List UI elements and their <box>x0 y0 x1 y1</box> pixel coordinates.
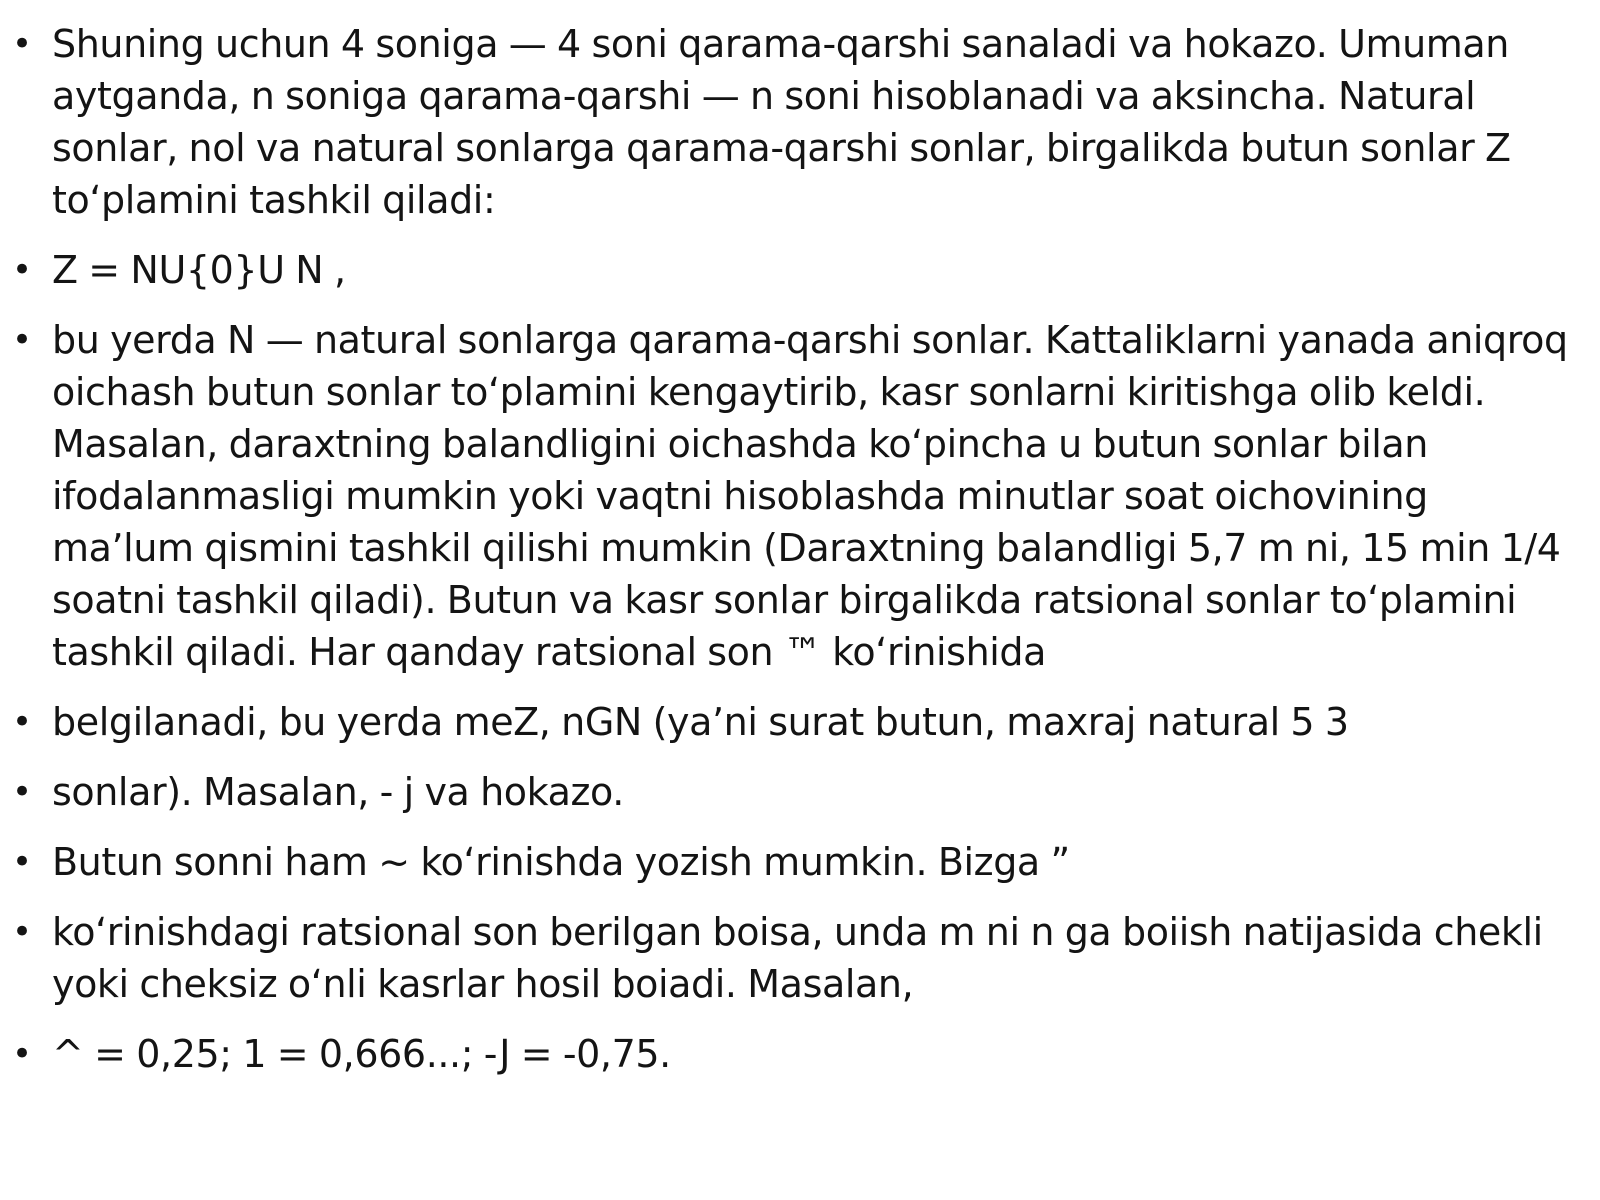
bullet-item-3 <box>12 314 1580 678</box>
paragraph-text: belgilanadi, bu yerda meZ, nGN (ya’ni surat butun, maxraj natural 5 3 <box>52 700 1349 744</box>
bullet-marker: • <box>12 24 32 64</box>
bullet-marker: • <box>12 772 32 812</box>
bullet-item-1 <box>12 18 1580 226</box>
bullet-list <box>12 18 1580 1080</box>
paragraph-text: Z = NU{0}U N , <box>52 248 346 292</box>
bullet-marker: • <box>12 702 32 742</box>
bullet-item-8 <box>12 1028 1580 1080</box>
paragraph-text: sonlar). Masalan, - j va hokazo. <box>52 770 624 814</box>
bullet-item-6 <box>12 836 1580 888</box>
paragraph-text: ^ = 0,25; 1 = 0,666...; -J = -0,75. <box>52 1032 671 1076</box>
paragraph-text: Butun sonni ham ~ ko‘rinishda yozish mumkin. Bizga ” <box>52 840 1070 884</box>
paragraph-text: ko‘rinishdagi ratsional son berilgan boisa, unda m ni n ga boiish natijasida chekli yoki cheksiz o‘nli kasrlar hosil boiadi. Masalan, <box>52 910 1543 1006</box>
bullet-marker: • <box>12 250 32 290</box>
paragraph-text: bu yerda N — natural sonlarga qarama-qarshi sonlar. Kattaliklarni yanada aniqroq oichash butun sonlar to‘plamini kengaytirib, kasr sonlarni kiritishga olib keldi. Masalan, daraxtning balandligini oichashda ko‘pincha u butun sonlar bilan ifodalanmasligi mumkin yoki vaqtni hisoblashda minutlar soat oichovining ma’lum qismini tashkil qilishi mumkin (Daraxtning balandligi 5,7 m ni, 15 min 1/4 soatni tashkil qiladi). Butun va kasr sonlar birgalikda ratsional sonlar to‘plamini tashkil qiladi. Har qanday ratsional son ™ ko‘rinishida <box>52 318 1568 674</box>
paragraph-text: Shuning uchun 4 soniga — 4 soni qarama-qarshi sanaladi va hokazo. Umuman aytganda, n soniga qarama-qarshi — n soni hisoblanadi va aksincha. Natural sonlar, nol va natural sonlarga qarama-qarshi sonlar, birgalikda butun sonlar Z to‘plamini tashkil qiladi: <box>52 22 1511 222</box>
bullet-marker: • <box>12 842 32 882</box>
bullet-item-4 <box>12 696 1580 748</box>
bullet-item-2 <box>12 244 1580 296</box>
bullet-item-5 <box>12 766 1580 818</box>
bullet-item-7 <box>12 906 1580 1010</box>
bullet-marker: • <box>12 1034 32 1074</box>
bullet-marker: • <box>12 912 32 952</box>
bullet-marker: • <box>12 320 32 360</box>
